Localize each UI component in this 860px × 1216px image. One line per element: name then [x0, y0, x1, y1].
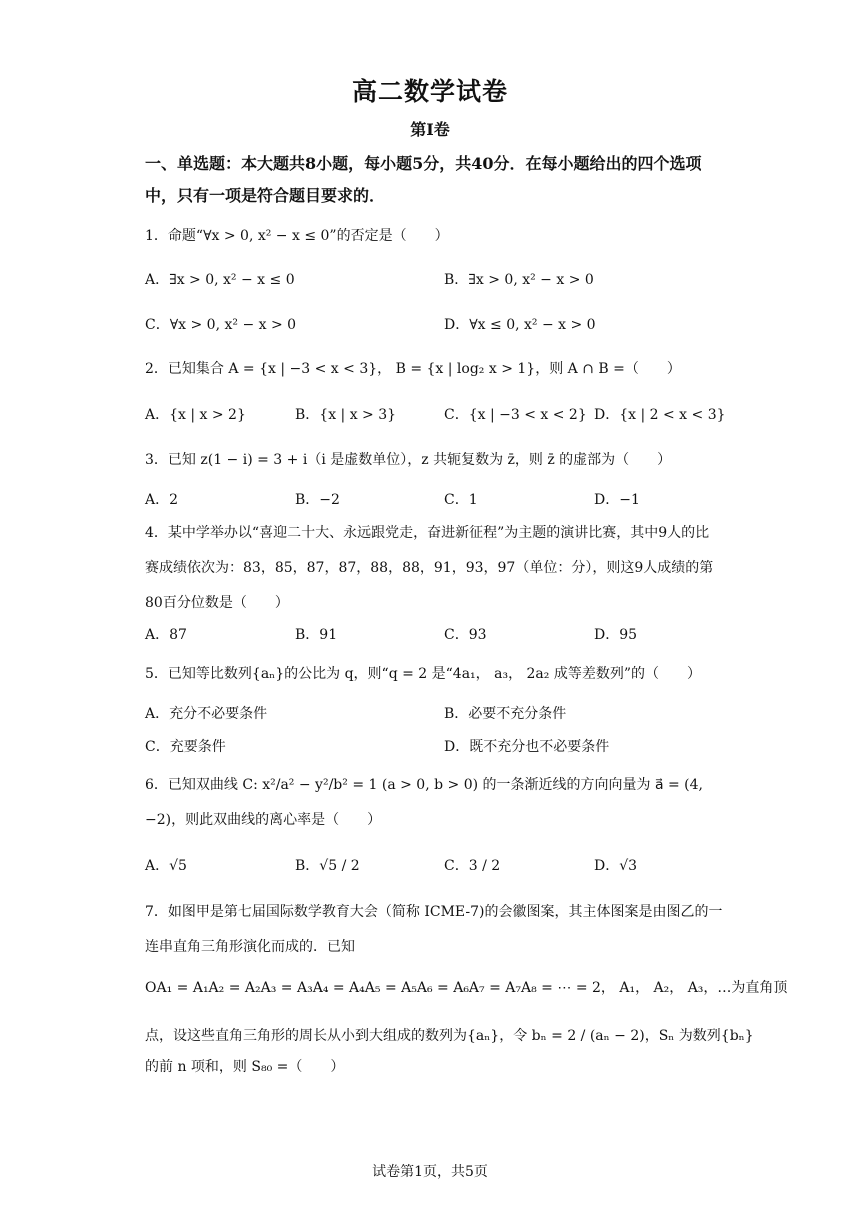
question-6-option-a: A．√5: [145, 858, 187, 874]
question-1-option-c: C．∀x > 0, x² − x > 0: [145, 317, 297, 333]
question-1-option-d: D．∀x ≤ 0, x² − x > 0: [444, 317, 596, 333]
question-1-option-b: B．∃x > 0, x² − x > 0: [444, 272, 594, 288]
question-1-option-a: A．∃x > 0, x² − x ≤ 0: [145, 272, 295, 288]
question-5-option-b: B．必要不充分条件: [444, 706, 567, 722]
question-7-stem-line-2: OA₁ = A₁A₂ = A₂A₃ = A₃A₄ = A₄A₅ = A₅A₆ = A₆A₇ = A₇A₈ = ⋯ = 2， A₁， A₂， A₃，…为直角顶: [145, 980, 788, 996]
question-6-option-c: C．3 / 2: [444, 858, 501, 874]
question-3-option-d: D．−1: [594, 492, 640, 508]
question-3-stem: 3．已知 z(1 − i) = 3 + i（i 是虚数单位），z 共轭复数为 z̄，则 z̄ 的虚部为（ ）: [145, 452, 672, 468]
question-3-option-b: B．−2: [295, 492, 340, 508]
question-5-option-d: D．既不充分也不必要条件: [444, 739, 610, 755]
question-4-option-d: D．95: [594, 627, 638, 643]
question-7-stem-line-4: 的前 n 项和，则 S₈₀ =（ ）: [145, 1059, 345, 1075]
question-7-stem-line-3: 点，设这些直角三角形的周长从小到大组成的数列为{aₙ}，令 bₙ = 2 / (aₙ − 2)，Sₙ 为数列{bₙ}: [145, 1028, 754, 1044]
exam-title: 高二数学试卷: [351, 77, 508, 106]
question-3-option-a: A．2: [145, 492, 179, 508]
page-footer: 试卷第1页，共5页: [372, 1164, 488, 1180]
question-2-option-b: B．{x | x > 3}: [295, 407, 397, 423]
question-6-stem: 6．已知双曲线 C: x²/a² − y²/b² = 1 (a > 0, b > 0) 的一条渐近线的方向向量为 a⃗ = (4, −2)，则此双曲线的离心率是（ ）: [145, 777, 703, 828]
question-6-option-b: B．√5 / 2: [295, 858, 360, 874]
question-4-stem: 4．某中学举办以“喜迎二十大、永远跟党走，奋进新征程”为主题的演讲比赛，其中9人的比赛成绩依次为：83，85，87，87，88，88，91，93，97（单位：分），则这9人成绩的第80百分位数是（ ）: [145, 525, 714, 611]
question-5-stem: 5．已知等比数列{aₙ}的公比为 q，则“q = 2 是“4a₁， a₃， 2a₂ 成等差数列”的（ ）: [145, 666, 701, 682]
question-2-option-d: D．{x | 2 < x < 3}: [594, 407, 726, 423]
question-4-option-c: C．93: [444, 627, 487, 643]
question-2-option-c: C．{x | −3 < x < 2}: [444, 407, 587, 423]
question-6-option-d: D．√3: [594, 858, 638, 874]
volume-label: 第Ⅰ卷: [410, 120, 450, 139]
question-4-option-a: A．87: [145, 627, 187, 643]
question-5-option-a: A．充分不必要条件: [145, 706, 268, 722]
question-5-option-c: C．充要条件: [145, 739, 226, 755]
question-3-option-c: C．1: [444, 492, 478, 508]
question-2-stem: 2．已知集合 A = {x | −3 < x < 3}， B = {x | log₂ x > 1}，则 A ∩ B =（ ）: [145, 361, 681, 377]
question-2-option-a: A．{x | x > 2}: [145, 407, 246, 423]
question-7-stem-line-1: 7．如图甲是第七届国际数学教育大会（简称 ICME-7)的会徽图案，其主体图案是由图乙的一连串直角三角形演化而成的．已知: [145, 904, 723, 955]
question-1-stem: 1．命题“∀x > 0, x² − x ≤ 0”的否定是（ ）: [145, 228, 449, 244]
question-4-option-b: B．91: [295, 627, 338, 643]
section-heading: 一、单选题：本大题共8小题，每小题5分，共40分．在每小题给出的四个选项中，只有一项是符合题目要求的．: [145, 154, 702, 205]
